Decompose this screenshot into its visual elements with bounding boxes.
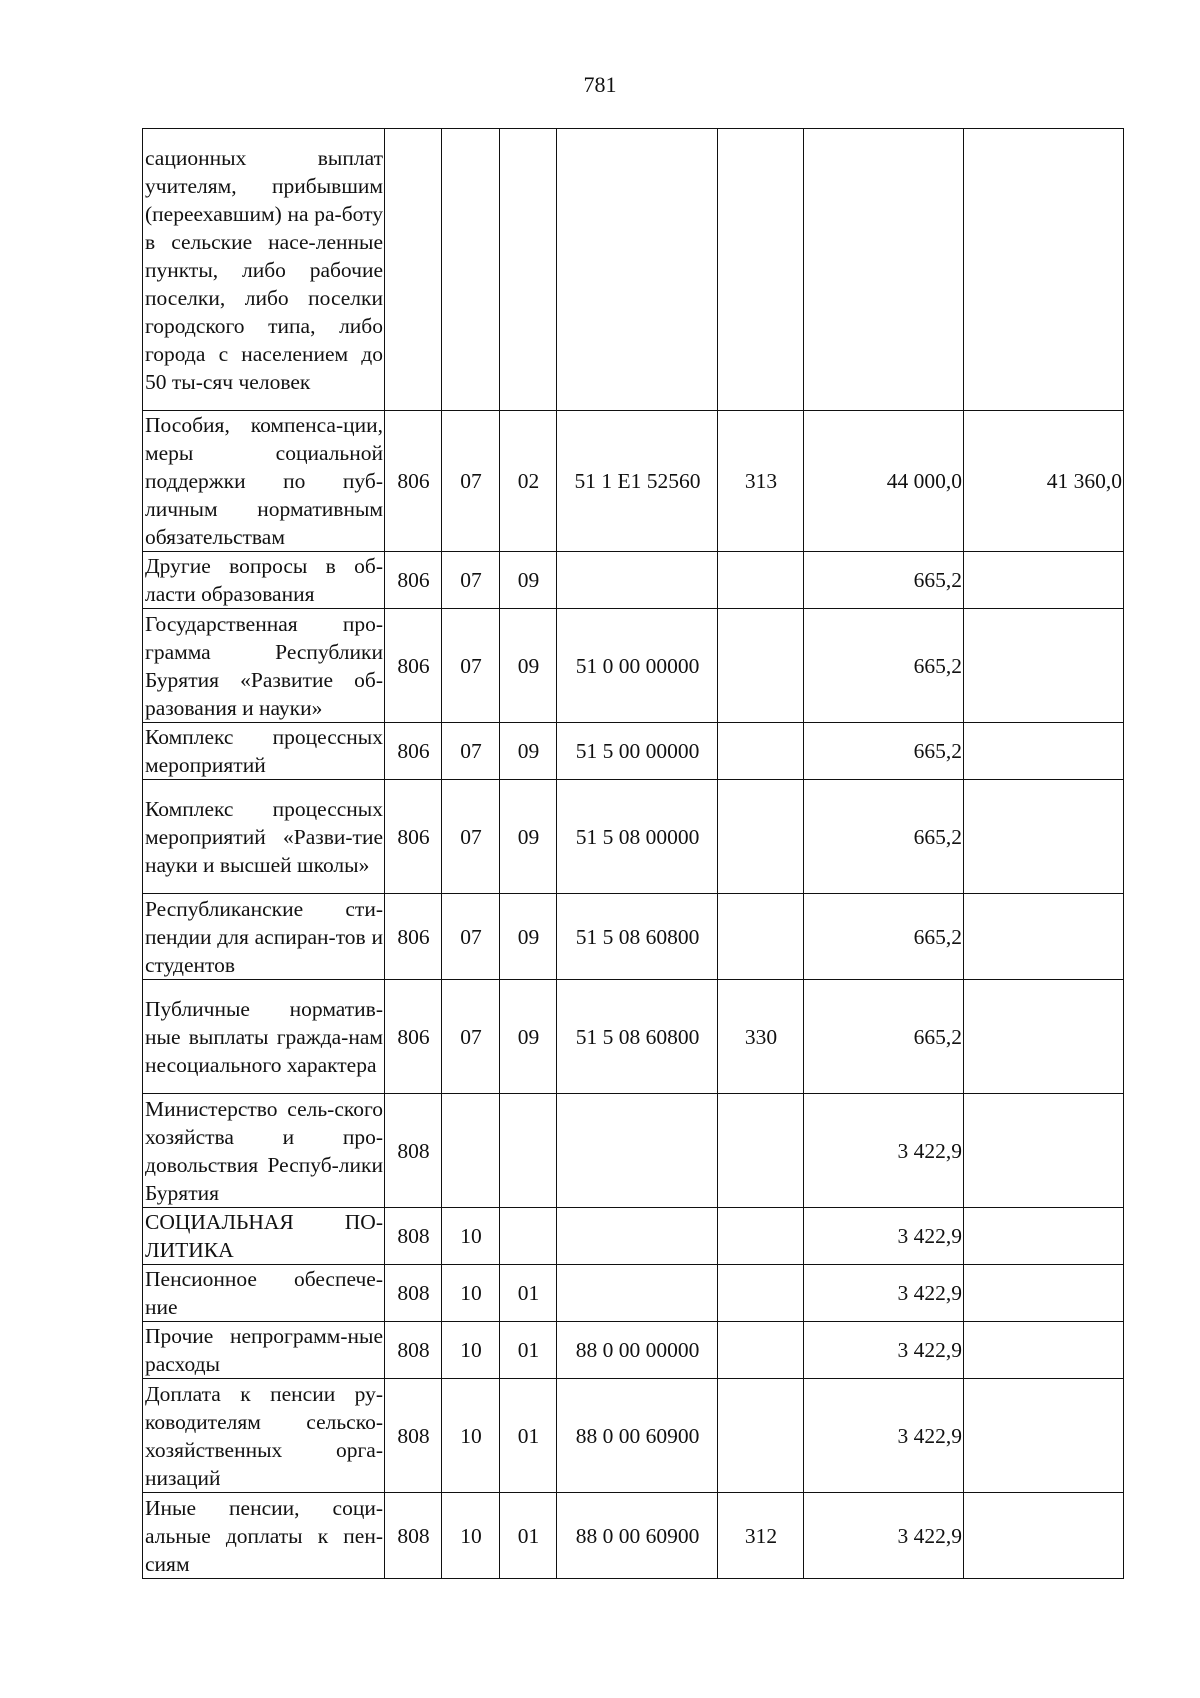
expense-name-cell: Республиканские сти-пендии для аспиран-тов и студентов (143, 894, 385, 980)
admin-code-cell: 808 (385, 1493, 442, 1579)
section-code-cell: 07 (442, 894, 500, 980)
expense-name-cell: Иные пенсии, соци-альные доплаты к пен-сиям (143, 1493, 385, 1579)
amount-cell: 3 422,9 (804, 1322, 964, 1379)
expense-type-cell (718, 1379, 804, 1493)
amount-cell (964, 609, 1124, 723)
expense-name-cell: Публичные норматив-ные выплаты гражда-нам несоциального характера (143, 980, 385, 1094)
section-code-cell: 07 (442, 723, 500, 780)
amount-cell (964, 1493, 1124, 1579)
expense-type-cell (718, 780, 804, 894)
expense-type-cell: 313 (718, 411, 804, 552)
expense-name-cell: Пенсионное обеспече-ние (143, 1265, 385, 1322)
section-code-cell: 07 (442, 552, 500, 609)
target-article-cell (557, 1208, 718, 1265)
target-article-cell: 51 5 08 00000 (557, 780, 718, 894)
admin-code-cell: 806 (385, 609, 442, 723)
expense-name-cell: Комплекс процессных мероприятий (143, 723, 385, 780)
target-article-cell: 51 5 08 60800 (557, 980, 718, 1094)
amount-cell: 665,2 (804, 552, 964, 609)
amount-cell (964, 1265, 1124, 1322)
table-row (143, 1379, 1124, 1493)
target-article-cell: 88 0 00 60900 (557, 1493, 718, 1579)
table-row (143, 1208, 1124, 1265)
admin-code-cell: 808 (385, 1094, 442, 1208)
section-code-cell (442, 1094, 500, 1208)
subsection-code-cell (500, 1094, 557, 1208)
section-code-cell: 10 (442, 1265, 500, 1322)
table-row (143, 894, 1124, 980)
subsection-code-cell: 09 (500, 980, 557, 1094)
table-row (143, 1265, 1124, 1322)
subsection-code-cell: 01 (500, 1322, 557, 1379)
expense-type-cell (718, 129, 804, 411)
amount-cell (964, 1322, 1124, 1379)
amount-cell (964, 894, 1124, 980)
table-row (143, 780, 1124, 894)
target-article-cell (557, 129, 718, 411)
admin-code-cell: 806 (385, 552, 442, 609)
amount-cell: 665,2 (804, 780, 964, 894)
amount-cell (964, 1379, 1124, 1493)
amount-cell: 3 422,9 (804, 1265, 964, 1322)
admin-code-cell: 808 (385, 1322, 442, 1379)
admin-code-cell: 806 (385, 780, 442, 894)
amount-cell (964, 1208, 1124, 1265)
section-code-cell: 07 (442, 609, 500, 723)
admin-code-cell (385, 129, 442, 411)
expense-type-cell (718, 1265, 804, 1322)
target-article-cell: 51 5 08 60800 (557, 894, 718, 980)
section-code-cell: 10 (442, 1322, 500, 1379)
expense-type-cell: 330 (718, 980, 804, 1094)
target-article-cell (557, 552, 718, 609)
amount-cell (964, 780, 1124, 894)
table-row (143, 609, 1124, 723)
section-code-cell: 07 (442, 980, 500, 1094)
amount-cell: 3 422,9 (804, 1493, 964, 1579)
amount-cell: 665,2 (804, 894, 964, 980)
section-code-cell: 10 (442, 1379, 500, 1493)
subsection-code-cell: 09 (500, 723, 557, 780)
amount-cell: 3 422,9 (804, 1094, 964, 1208)
target-article-cell: 88 0 00 00000 (557, 1322, 718, 1379)
subsection-code-cell: 09 (500, 780, 557, 894)
expense-name-cell: Доплата к пенсии ру-ководителям сельско-хозяйственных орга-низаций (143, 1379, 385, 1493)
table-row (143, 980, 1124, 1094)
target-article-cell (557, 1265, 718, 1322)
amount-cell: 665,2 (804, 723, 964, 780)
expense-type-cell (718, 1322, 804, 1379)
amount-cell (804, 129, 964, 411)
section-code-cell (442, 129, 500, 411)
table-body (143, 129, 1124, 1579)
table-row (143, 552, 1124, 609)
table-row (143, 129, 1124, 411)
admin-code-cell: 808 (385, 1208, 442, 1265)
amount-cell: 665,2 (804, 980, 964, 1094)
amount-cell (964, 1094, 1124, 1208)
subsection-code-cell: 01 (500, 1265, 557, 1322)
admin-code-cell: 808 (385, 1265, 442, 1322)
subsection-code-cell (500, 1208, 557, 1265)
subsection-code-cell: 02 (500, 411, 557, 552)
target-article-cell: 51 5 00 00000 (557, 723, 718, 780)
target-article-cell (557, 1094, 718, 1208)
table-row (143, 1094, 1124, 1208)
admin-code-cell: 806 (385, 894, 442, 980)
expense-type-cell (718, 1094, 804, 1208)
expense-type-cell: 312 (718, 1493, 804, 1579)
expense-name-cell: СОЦИАЛЬНАЯ ПО-ЛИТИКА (143, 1208, 385, 1265)
expense-name-cell: Прочие непрограмм-ные расходы (143, 1322, 385, 1379)
target-article-cell: 51 0 00 00000 (557, 609, 718, 723)
subsection-code-cell (500, 129, 557, 411)
page-number: 781 (583, 72, 617, 97)
expense-name-cell: Комплекс процессных мероприятий «Разви-тие науки и высшей школы» (143, 780, 385, 894)
amount-cell: 44 000,0 (804, 411, 964, 552)
table-row (143, 1493, 1124, 1579)
admin-code-cell: 806 (385, 723, 442, 780)
amount-cell (964, 129, 1124, 411)
expense-name-cell: Пособия, компенса-ции, меры социальной поддержки по пуб-личным нормативным обязательствам (143, 411, 385, 552)
section-code-cell: 10 (442, 1493, 500, 1579)
amount-cell: 41 360,0 (964, 411, 1124, 552)
subsection-code-cell: 01 (500, 1493, 557, 1579)
subsection-code-cell: 09 (500, 609, 557, 723)
admin-code-cell: 808 (385, 1379, 442, 1493)
section-code-cell: 07 (442, 780, 500, 894)
table-row (143, 1322, 1124, 1379)
expense-name-cell: сационных выплат учителям, прибывшим (переехавшим) на ра-боту в сельские насе-ленные пункты, либо рабочие поселки, либо поселки городского типа, либо города с населением до 50 ты-сяч человек (143, 129, 385, 411)
target-article-cell: 88 0 00 60900 (557, 1379, 718, 1493)
admin-code-cell: 806 (385, 980, 442, 1094)
admin-code-cell: 806 (385, 411, 442, 552)
subsection-code-cell: 01 (500, 1379, 557, 1493)
amount-cell (964, 980, 1124, 1094)
expense-type-cell (718, 552, 804, 609)
section-code-cell: 07 (442, 411, 500, 552)
expense-type-cell (718, 1208, 804, 1265)
expense-type-cell (718, 894, 804, 980)
section-code-cell: 10 (442, 1208, 500, 1265)
amount-cell: 3 422,9 (804, 1208, 964, 1265)
subsection-code-cell: 09 (500, 552, 557, 609)
expense-name-cell: Министерство сель-ского хозяйства и про-довольствия Респуб-лики Бурятия (143, 1094, 385, 1208)
table-row (143, 411, 1124, 552)
target-article-cell: 51 1 E1 52560 (557, 411, 718, 552)
amount-cell: 3 422,9 (804, 1379, 964, 1493)
amount-cell: 665,2 (804, 609, 964, 723)
subsection-code-cell: 09 (500, 894, 557, 980)
expense-type-cell (718, 723, 804, 780)
expense-type-cell (718, 609, 804, 723)
table-row (143, 723, 1124, 780)
expense-name-cell: Другие вопросы в об-ласти образования (143, 552, 385, 609)
expense-name-cell: Государственная про-грамма Республики Бурятия «Развитие об-разования и науки» (143, 609, 385, 723)
amount-cell (964, 552, 1124, 609)
budget-table (142, 128, 1124, 1579)
amount-cell (964, 723, 1124, 780)
